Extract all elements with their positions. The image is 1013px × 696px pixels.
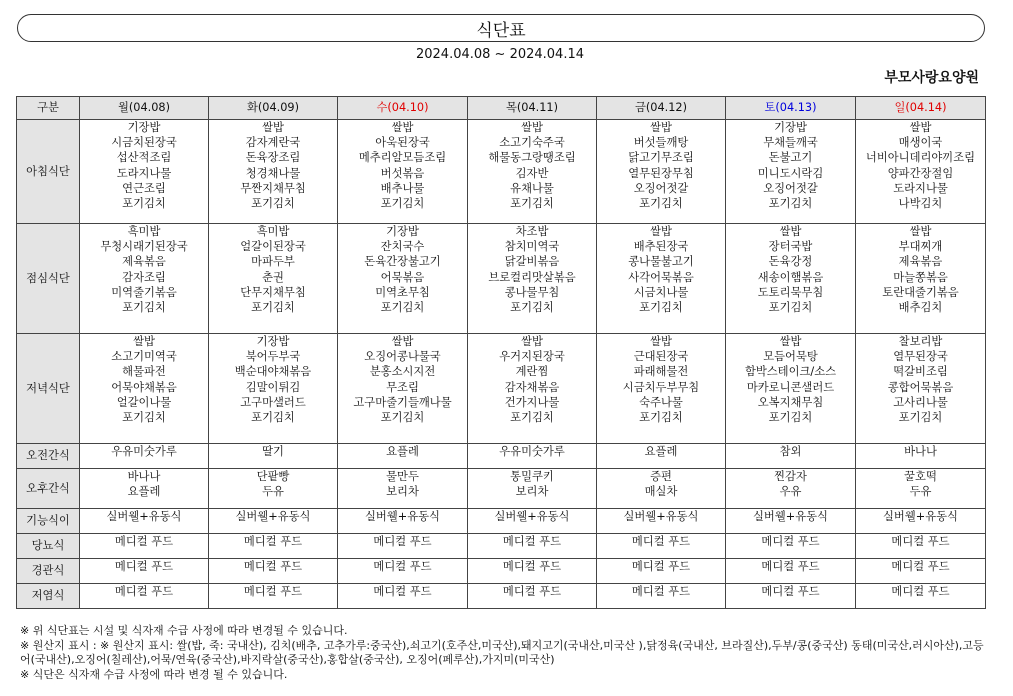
menu-item: 제육볶음 xyxy=(898,255,943,269)
menu-cell xyxy=(468,509,597,534)
menu-cell xyxy=(597,120,726,224)
facility-name: 부모사랑요양원 xyxy=(884,70,979,86)
menu-cell xyxy=(597,334,726,444)
menu-item: 유채나물 xyxy=(510,181,554,195)
meal-row xyxy=(17,120,986,224)
note-line: ※ 원산지 표시 : ※ 원산지 표시: 쌀(밥, 죽: 국내산), 김치(배추, 고추가루:중국산),쇠고기(호주산,미국산),돼지고기(국내산,미국산 ),닭정육(국내산, 브라질산),두부/콩(중국산) 동태(미국산,러시아산),고등어(국내산),오징어(칠레산),어묵/연육(중국산),바지락살(중국산),홍합살(중국산), 오징어(페루산),가지미(미국산) xyxy=(20,638,984,666)
menu-item: 돈불고기 xyxy=(768,151,813,165)
menu-item: 메디컬 푸드 xyxy=(631,535,691,548)
menu-item: 쌀밥 xyxy=(391,335,414,348)
page-title: 식단표 xyxy=(476,20,526,41)
menu-item: 포기김치 xyxy=(768,197,813,211)
menu-item: 포기김치 xyxy=(639,301,683,315)
menu-cell xyxy=(338,584,468,609)
menu-item: 돈육강정 xyxy=(768,255,813,269)
menu-item: 김자반 xyxy=(515,166,549,180)
menu-item: 무청시래기된장국 xyxy=(100,240,188,254)
menu-item: 꿀호떡 xyxy=(904,470,937,483)
menu-item: 메디컬 푸드 xyxy=(243,560,303,573)
menu-cell xyxy=(209,444,338,469)
notes xyxy=(20,624,990,682)
menu-cell xyxy=(726,444,856,469)
menu-cell xyxy=(338,469,468,509)
menu-item: 두유 xyxy=(909,485,932,499)
menu-cell xyxy=(80,469,209,509)
menu-item: 연근조림 xyxy=(122,181,166,195)
menu-item: 시금치나물 xyxy=(633,285,689,299)
menu-cell xyxy=(726,120,856,224)
day-header: 수(04.10) xyxy=(338,97,468,120)
menu-cell xyxy=(856,334,986,444)
menu-item: 포기김치 xyxy=(122,197,166,211)
menu-item: 실버웰+유동식 xyxy=(883,510,958,523)
menu-item: 포기김치 xyxy=(122,301,166,315)
menu-item: 고구마샐러드 xyxy=(240,395,306,409)
menu-cell xyxy=(726,534,856,559)
menu-cell xyxy=(856,509,986,534)
menu-item: 쌀밥 xyxy=(521,121,543,134)
day-header: 목(04.11) xyxy=(468,97,597,120)
meal-row xyxy=(17,559,986,584)
meal-category: 경관식 xyxy=(17,559,80,584)
menu-item: 숙주나물 xyxy=(639,395,683,409)
meal-row xyxy=(17,444,986,469)
meal-row xyxy=(17,224,986,334)
menu-cell xyxy=(856,584,986,609)
meal-row xyxy=(17,469,986,509)
menu-cell xyxy=(338,224,468,334)
menu-item: 실버웰+유동식 xyxy=(365,510,440,523)
day-header: 금(04.12) xyxy=(597,97,726,120)
menu-cell xyxy=(597,444,726,469)
menu-item: 포기김치 xyxy=(768,301,813,315)
menu-item: 열무된장무침 xyxy=(628,166,694,180)
menu-item: 매실차 xyxy=(644,485,678,499)
menu-item: 김말이튀김 xyxy=(245,380,301,394)
menu-item: 매생이국 xyxy=(898,136,943,150)
menu-item: 오징어젓갈 xyxy=(763,181,818,195)
menu-item: 분홍소시지전 xyxy=(369,365,436,379)
menu-item: 모듬어묵탕 xyxy=(763,350,818,364)
menu-item: 메디컬 푸드 xyxy=(373,560,432,573)
menu-table xyxy=(16,96,986,609)
menu-item: 북어두부국 xyxy=(245,350,301,364)
menu-cell xyxy=(80,584,209,609)
menu-item: 참외 xyxy=(779,445,802,458)
menu-item: 통밀쿠키 xyxy=(510,470,554,483)
menu-item: 사각어묵볶음 xyxy=(628,270,694,284)
menu-item: 찐감자 xyxy=(774,470,807,483)
menu-item: 근대된장국 xyxy=(633,350,689,364)
meal-category: 오전간식 xyxy=(17,444,80,469)
menu-item: 메디컬 푸드 xyxy=(373,585,432,598)
menu-item: 흑미밥 xyxy=(256,225,290,238)
menu-item: 청경채나물 xyxy=(245,166,301,180)
day-header: 일(04.14) xyxy=(856,97,986,120)
menu-item: 얼갈이된장국 xyxy=(240,240,306,254)
menu-item: 딸기 xyxy=(262,445,284,458)
menu-item: 우유 xyxy=(779,485,802,499)
menu-item: 소고기미역국 xyxy=(111,350,177,364)
menu-item: 무짠지채무침 xyxy=(240,181,306,195)
menu-item: 쌀밥 xyxy=(650,225,672,238)
menu-cell xyxy=(209,584,338,609)
menu-item: 우유미숫가루 xyxy=(111,445,177,458)
menu-item: 실버웰+유동식 xyxy=(623,510,699,523)
menu-item: 메디컬 푸드 xyxy=(114,585,174,598)
menu-item: 메디컬 푸드 xyxy=(243,535,303,548)
menu-item: 닭갈비볶음 xyxy=(504,255,560,269)
menu-item: 두유 xyxy=(262,485,284,499)
menu-item: 잔치국수 xyxy=(380,240,425,254)
menu-item: 포기김치 xyxy=(639,411,683,425)
header-row xyxy=(17,97,986,120)
menu-cell xyxy=(80,559,209,584)
menu-item: 우유미숫가루 xyxy=(499,445,565,458)
menu-item: 보리차 xyxy=(515,485,549,499)
meal-category: 저녁식단 xyxy=(17,334,80,444)
meal-category: 점심식단 xyxy=(17,224,80,334)
menu-item: 쌀밥 xyxy=(650,121,672,134)
menu-cell xyxy=(209,120,338,224)
menu-item: 보리차 xyxy=(386,485,419,499)
menu-cell xyxy=(856,120,986,224)
menu-item: 미니도시락김 xyxy=(757,166,824,180)
menu-cell xyxy=(726,509,856,534)
menu-cell xyxy=(597,534,726,559)
menu-item: 파래해물전 xyxy=(633,365,689,379)
menu-item: 고사리나물 xyxy=(893,395,948,409)
menu-cell xyxy=(856,469,986,509)
meal-row xyxy=(17,334,986,444)
menu-item: 도토리묵무침 xyxy=(757,285,824,299)
menu-cell xyxy=(856,224,986,334)
menu-cell xyxy=(209,534,338,559)
menu-cell xyxy=(338,444,468,469)
menu-item: 시금치된장국 xyxy=(111,136,177,150)
menu-item: 아욱된장국 xyxy=(375,136,430,150)
menu-item: 메추리알모듬조림 xyxy=(358,151,447,165)
menu-cell xyxy=(597,584,726,609)
menu-item: 단무지채무침 xyxy=(240,285,306,299)
menu-item: 계란찜 xyxy=(515,365,549,379)
menu-item: 메디컬 푸드 xyxy=(761,560,820,573)
menu-cell xyxy=(209,509,338,534)
menu-item: 나박김치 xyxy=(898,197,943,211)
menu-item: 메디컬 푸드 xyxy=(891,560,950,573)
title-box xyxy=(17,14,985,42)
menu-item: 배추김치 xyxy=(898,301,943,315)
menu-item: 쌀밥 xyxy=(779,335,802,348)
menu-item: 포기김치 xyxy=(510,411,554,425)
menu-item: 쌀밥 xyxy=(650,335,672,348)
menu-cell xyxy=(726,584,856,609)
menu-item: 무채들깨국 xyxy=(763,136,818,150)
menu-cell xyxy=(80,509,209,534)
menu-item: 메디컬 푸드 xyxy=(243,585,303,598)
menu-item: 감자계란국 xyxy=(245,136,301,150)
menu-cell xyxy=(856,534,986,559)
menu-item: 열무된장국 xyxy=(893,350,948,364)
menu-item: 메디컬 푸드 xyxy=(502,585,562,598)
menu-cell xyxy=(209,224,338,334)
menu-item: 포기김치 xyxy=(380,301,425,315)
menu-cell xyxy=(468,469,597,509)
menu-item: 메디컬 푸드 xyxy=(502,535,562,548)
menu-item: 쌀밥 xyxy=(133,335,155,348)
menu-item: 돈육간장불고기 xyxy=(364,255,441,269)
menu-item: 도라지나물 xyxy=(116,166,172,180)
menu-item: 새송이햄볶음 xyxy=(757,270,824,284)
menu-item: 건가지나물 xyxy=(504,395,560,409)
menu-item: 닭고기무조림 xyxy=(628,151,694,165)
menu-cell xyxy=(856,559,986,584)
menu-item: 흑미밥 xyxy=(127,225,161,238)
menu-item: 오복지채무침 xyxy=(757,395,824,409)
menu-item: 기장밥 xyxy=(127,121,161,134)
menu-cell xyxy=(597,224,726,334)
menu-item: 쌀밥 xyxy=(779,225,802,238)
menu-item: 떡갈비조림 xyxy=(893,365,948,379)
meal-row xyxy=(17,584,986,609)
menu-item: 메디컬 푸드 xyxy=(891,585,950,598)
menu-item: 메디컬 푸드 xyxy=(891,535,950,548)
menu-item: 요플레 xyxy=(644,445,678,458)
menu-item: 메디컬 푸드 xyxy=(631,560,691,573)
menu-cell xyxy=(338,334,468,444)
menu-item: 포기김치 xyxy=(510,197,554,211)
menu-item: 버섯볶음 xyxy=(380,166,425,180)
menu-cell xyxy=(209,334,338,444)
menu-item: 단팥빵 xyxy=(256,470,290,483)
menu-item: 기장밥 xyxy=(386,225,419,238)
meal-category: 저염식 xyxy=(17,584,80,609)
menu-item: 어묵볶음 xyxy=(380,270,425,284)
menu-item: 메디컬 푸드 xyxy=(761,585,820,598)
meal-category: 당뇨식 xyxy=(17,534,80,559)
menu-cell xyxy=(597,509,726,534)
menu-item: 쌀밥 xyxy=(521,335,543,348)
header-category: 구분 xyxy=(17,97,80,120)
menu-item: 어묵야채볶음 xyxy=(111,380,177,394)
menu-item: 바나나 xyxy=(127,470,161,483)
menu-item: 쌀밥 xyxy=(262,121,284,134)
menu-item: 토란대줄기볶음 xyxy=(882,285,959,299)
day-header: 토(04.13) xyxy=(726,97,856,120)
meal-category: 아침식단 xyxy=(17,120,80,224)
menu-item: 참치미역국 xyxy=(504,240,560,254)
menu-item: 실버웰+유동식 xyxy=(494,510,570,523)
menu-item: 양파간장절임 xyxy=(887,166,954,180)
meal-category: 오후간식 xyxy=(17,469,80,509)
menu-cell xyxy=(468,584,597,609)
menu-item: 제육볶음 xyxy=(122,255,166,269)
menu-item: 쌀밥 xyxy=(391,121,414,134)
day-header: 화(04.09) xyxy=(209,97,338,120)
menu-item: 미역줄기볶음 xyxy=(111,285,177,299)
menu-item: 쌀밥 xyxy=(909,225,932,238)
menu-cell xyxy=(80,334,209,444)
menu-cell xyxy=(468,120,597,224)
menu-cell xyxy=(468,224,597,334)
menu-item: 미역초무침 xyxy=(375,285,430,299)
menu-cell xyxy=(80,120,209,224)
menu-item: 너비아니데리야끼조림 xyxy=(865,151,976,165)
menu-item: 해물파전 xyxy=(122,365,166,379)
menu-item: 고구마줄기들깨나물 xyxy=(353,395,452,409)
day-header: 월(04.08) xyxy=(80,97,209,120)
menu-item: 기장밥 xyxy=(256,335,290,348)
menu-cell xyxy=(856,444,986,469)
menu-item: 바나나 xyxy=(904,445,937,458)
menu-item: 콩나물무침 xyxy=(504,285,560,299)
menu-item: 요플레 xyxy=(127,485,161,499)
menu-item: 포기김치 xyxy=(768,411,813,425)
menu-cell xyxy=(726,334,856,444)
menu-item: 실버웰+유동식 xyxy=(753,510,828,523)
menu-item: 메디컬 푸드 xyxy=(631,585,691,598)
meal-row xyxy=(17,534,986,559)
menu-item: 마늘쫑볶음 xyxy=(893,270,948,284)
menu-item: 메디컬 푸드 xyxy=(502,560,562,573)
menu-cell xyxy=(468,444,597,469)
menu-item: 실버웰+유동식 xyxy=(106,510,182,523)
menu-item: 함박스테이크/소스 xyxy=(744,365,837,379)
menu-item: 증편 xyxy=(650,470,672,483)
menu-item: 메디컬 푸드 xyxy=(114,535,174,548)
menu-cell xyxy=(338,559,468,584)
menu-item: 부대찌개 xyxy=(898,240,943,254)
menu-item: 무조림 xyxy=(386,380,419,394)
menu-item: 물만두 xyxy=(386,470,419,483)
menu-item: 도라지나물 xyxy=(893,181,948,195)
menu-item: 오징어젓갈 xyxy=(633,181,689,195)
menu-item: 해물동그랑땡조림 xyxy=(488,151,576,165)
menu-cell xyxy=(338,534,468,559)
meal-category: 기능식이 xyxy=(17,509,80,534)
menu-item: 장터국밥 xyxy=(768,240,813,254)
menu-item: 배추나물 xyxy=(380,181,425,195)
menu-item: 포기김치 xyxy=(251,411,295,425)
menu-item: 마카로니콘샐러드 xyxy=(746,380,835,394)
menu-item: 얼갈이나물 xyxy=(116,395,172,409)
menu-item: 요플레 xyxy=(386,445,419,458)
menu-item: 섭산적조림 xyxy=(116,151,172,165)
menu-item: 포기김치 xyxy=(510,301,554,315)
menu-cell xyxy=(726,469,856,509)
menu-item: 감자채볶음 xyxy=(504,380,560,394)
menu-item: 찰보리밥 xyxy=(898,335,943,348)
menu-item: 배추된장국 xyxy=(633,240,689,254)
menu-cell xyxy=(209,559,338,584)
menu-cell xyxy=(209,469,338,509)
menu-item: 포기김치 xyxy=(122,411,166,425)
menu-item: 포기김치 xyxy=(251,197,295,211)
menu-item: 백순대야채볶음 xyxy=(234,365,312,379)
menu-item: 감자조림 xyxy=(122,270,166,284)
menu-item: 포기김치 xyxy=(639,197,683,211)
menu-cell xyxy=(597,559,726,584)
menu-item: 기장밥 xyxy=(774,121,807,134)
meal-row xyxy=(17,509,986,534)
menu-item: 포기김치 xyxy=(380,411,425,425)
menu-item: 차조밥 xyxy=(515,225,549,238)
menu-item: 실버웰+유동식 xyxy=(235,510,311,523)
note-line: ※ 위 식단표는 시설 및 식자재 수급 사정에 따라 변경될 수 있습니다. xyxy=(20,624,348,637)
menu-cell xyxy=(468,334,597,444)
menu-cell xyxy=(468,559,597,584)
menu-cell xyxy=(726,224,856,334)
menu-item: 포기김치 xyxy=(251,301,295,315)
menu-cell xyxy=(726,559,856,584)
menu-cell xyxy=(80,224,209,334)
menu-item: 우거지된장국 xyxy=(499,350,565,364)
menu-item: 포기김치 xyxy=(380,197,425,211)
menu-item: 소고기숙주국 xyxy=(499,136,565,150)
date-range: 2024.04.08 ~ 2024.04.14 xyxy=(415,47,585,62)
menu-item: 메디컬 푸드 xyxy=(373,535,432,548)
menu-item: 시금치두부무침 xyxy=(622,380,700,394)
menu-item: 브로컬리맛살볶음 xyxy=(488,270,576,284)
menu-cell xyxy=(468,534,597,559)
note-line: ※ 식단은 식자재 수급 사정에 따라 변경 될 수 있습니다. xyxy=(20,667,288,681)
menu-item: 메디컬 푸드 xyxy=(114,560,174,573)
menu-item: 메디컬 푸드 xyxy=(761,535,820,548)
menu-item: 콩나물불고기 xyxy=(628,255,694,269)
menu-cell xyxy=(338,509,468,534)
menu-cell xyxy=(338,120,468,224)
menu-cell xyxy=(80,444,209,469)
menu-item: 포기김치 xyxy=(898,411,943,425)
menu-item: 쌀밥 xyxy=(909,121,932,134)
menu-cell xyxy=(597,469,726,509)
menu-item: 돈육장조림 xyxy=(245,151,301,165)
menu-item: 오징어콩나물국 xyxy=(364,350,441,364)
menu-item: 마파두부 xyxy=(251,255,295,269)
menu-cell xyxy=(80,534,209,559)
menu-item: 콩합어묵볶음 xyxy=(887,380,954,394)
menu-item: 버섯들깨탕 xyxy=(633,136,689,150)
menu-item: 춘권 xyxy=(262,270,284,284)
